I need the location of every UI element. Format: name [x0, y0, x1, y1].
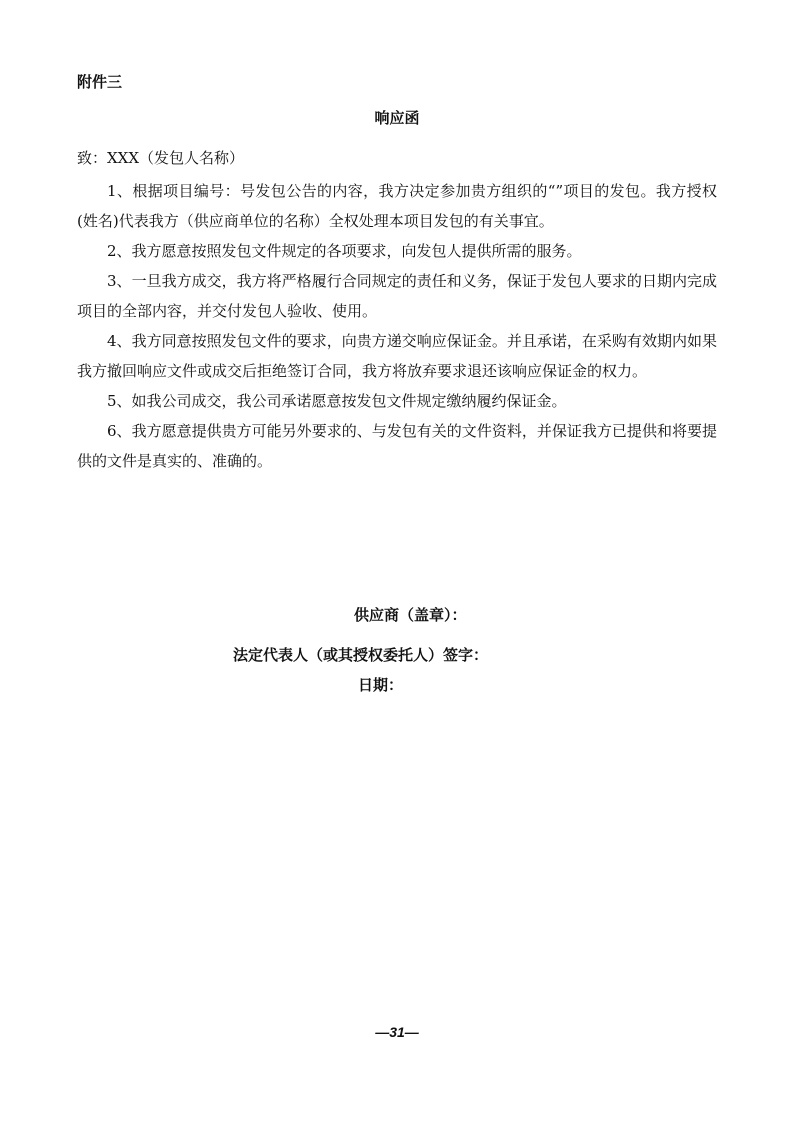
signature-date-line: 日期：	[358, 676, 404, 694]
page-title: 响应函	[374, 109, 420, 127]
addressee-line: 致：XXX（发包人名称）	[77, 149, 245, 167]
supplier-seal-line: 供应商（盖章）：	[354, 606, 467, 624]
paragraph-4: 4、我方同意按照发包文件的要求，向贵方递交响应保证金。并且承诺，在采购有效期内如果我方撤回响应文件或成交后拒绝签订合同，我方将放弃要求退还该响应保证金的权力。	[77, 332, 717, 380]
page-number: —31—	[375, 1024, 419, 1040]
paragraph-5: 5、如我公司成交，我公司承诺愿意按发包文件规定缴纳履约保证金。	[107, 392, 567, 410]
representative-signature-line: 法定代表人（或其授权委托人）签字：	[233, 646, 489, 664]
paragraph-3: 3、一旦我方成交，我方将严格履行合同规定的责任和义务，保证于发包人要求的日期内完成项目的全部内容，并交付发包人验收、使用。	[77, 272, 717, 320]
paragraph-6: 6、我方愿意提供贵方可能另外要求的、与发包有关的文件资料，并保证我方已提供和将要提供的文件是真实的、准确的。	[77, 422, 717, 470]
attachment-label: 附件三	[77, 73, 123, 91]
letter-body	[77, 176, 717, 476]
paragraph-2: 2、我方愿意按照发包文件规定的各项要求，向发包人提供所需的服务。	[107, 242, 582, 260]
paragraph-1: 1、根据项目编号：号发包公告的内容，我方决定参加贵方组织的“”项目的发包。我方授权(姓名)代表我方（供应商单位的名称）全权处理本项目发包的有关事宜。	[77, 182, 717, 230]
